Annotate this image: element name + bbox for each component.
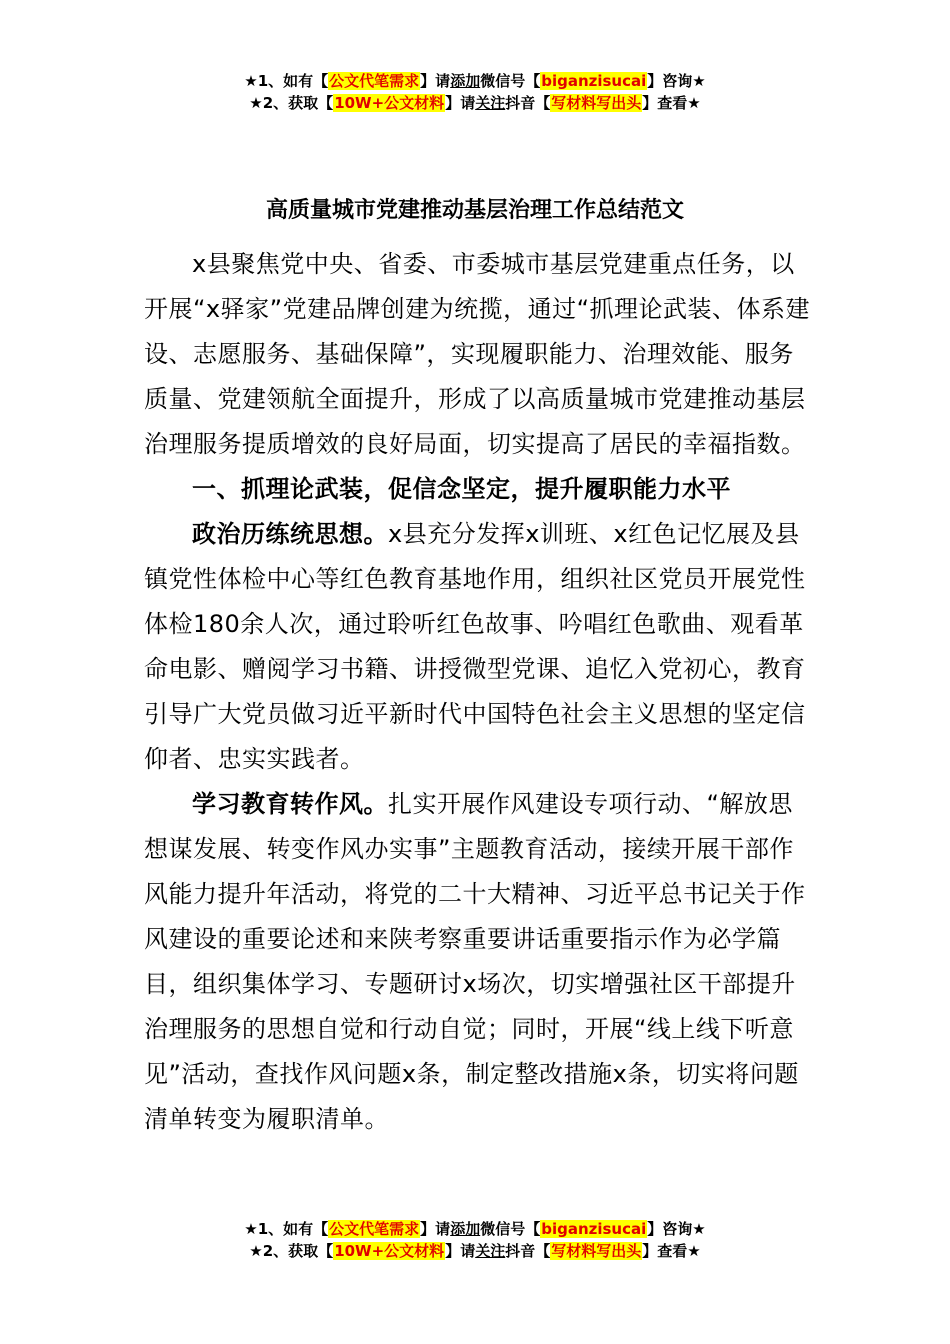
banner-underline: 添加 xyxy=(450,72,481,90)
banner-text: 】咨询★ xyxy=(647,1220,706,1238)
banner-highlight: 写材料写出头 xyxy=(551,1242,642,1260)
banner-text: 】查看★ xyxy=(642,94,701,112)
banner-text: 】咨询★ xyxy=(647,72,706,90)
banner-line-1 xyxy=(0,70,950,92)
banner-line-2 xyxy=(0,1240,950,1262)
banner-text: 微信号【 xyxy=(480,1220,541,1238)
banner-text: 】请 xyxy=(420,1220,451,1238)
document-body xyxy=(144,242,812,1142)
paragraph-text: 扎实开展作风建设专项行动、“解放思想谋发展、转变作风办实事”主题教育活动，接续开展干部作风能力提升年活动，将党的二十大精神、习近平总书记关于作风建设的重要论述和来陕考察重要讲话重要指示作为必学篇目，组织集体学习、专题研讨x场次，切实增强社区干部提升治理服务的思想自觉和行动自觉；同时，开展“线上线下听意见”活动，查找作风问题x条，制定整改措施x条，切实将问题清单转变为履职清单。 xyxy=(144,790,806,1133)
banner-text: ★1、如有【 xyxy=(244,72,329,90)
banner-line-2 xyxy=(0,92,950,114)
banner-text: 】请 xyxy=(445,94,476,112)
banner-highlight: 10W+公文材料 xyxy=(334,94,445,112)
body-paragraph xyxy=(144,512,812,782)
paragraph-lead: 政治历练统思想。 xyxy=(192,520,388,548)
banner-line-1 xyxy=(0,1218,950,1240)
paragraph-lead: 学习教育转作风。 xyxy=(192,790,388,818)
paragraph-text: x县充分发挥x训班、x红色记忆展及县镇党性体检中心等红色教育基地作用，组织社区党员开展党性体检180余人次，通过聆听红色故事、吟唱红色歌曲、观看革命电影、赠阅学习书籍、讲授微型党课、追忆入党初心，教育引导广大党员做习近平新时代中国特色社会主义思想的坚定信仰者、忠实实践者。 xyxy=(144,520,806,773)
banner-text: ★2、获取【 xyxy=(249,94,334,112)
top-banner xyxy=(0,70,950,114)
banner-highlight: biganzisucai xyxy=(541,72,647,90)
banner-text: 】查看★ xyxy=(642,1242,701,1260)
banner-highlight: 写材料写出头 xyxy=(551,94,642,112)
document-title: 高质量城市党建推动基层治理工作总结范文 xyxy=(265,198,684,223)
banner-highlight: 10W+公文材料 xyxy=(334,1242,445,1260)
banner-underline: 添加 xyxy=(450,1220,481,1238)
banner-text: ★1、如有【 xyxy=(244,1220,329,1238)
banner-text: 微信号【 xyxy=(480,72,541,90)
banner-underline: 关注 xyxy=(475,94,506,112)
banner-highlight: biganzisucai xyxy=(541,1220,647,1238)
banner-text: 抖音【 xyxy=(505,94,551,112)
banner-highlight: 公文代笔需求 xyxy=(329,1220,420,1238)
banner-underline: 关注 xyxy=(475,1242,506,1260)
bottom-banner xyxy=(0,1218,950,1262)
intro-paragraph: x县聚焦党中央、省委、市委城市基层党建重点任务，以开展“x驿家”党建品牌创建为统揽，通过“抓理论武装、体系建设、志愿服务、基础保障”，实现履职能力、治理效能、服务质量、党建领航全面提升，形成了以高质量城市党建推动基层治理服务提质增效的良好局面，切实提高了居民的幸福指数。 xyxy=(144,250,811,458)
banner-text: 】请 xyxy=(445,1242,476,1260)
body-paragraph xyxy=(144,782,812,1142)
banner-highlight: 公文代笔需求 xyxy=(329,72,420,90)
banner-text: 】请 xyxy=(420,72,451,90)
banner-text: 抖音【 xyxy=(505,1242,551,1260)
section-heading: 一、抓理论武装，促信念坚定，提升履职能力水平 xyxy=(192,475,731,503)
banner-text: ★2、获取【 xyxy=(249,1242,334,1260)
